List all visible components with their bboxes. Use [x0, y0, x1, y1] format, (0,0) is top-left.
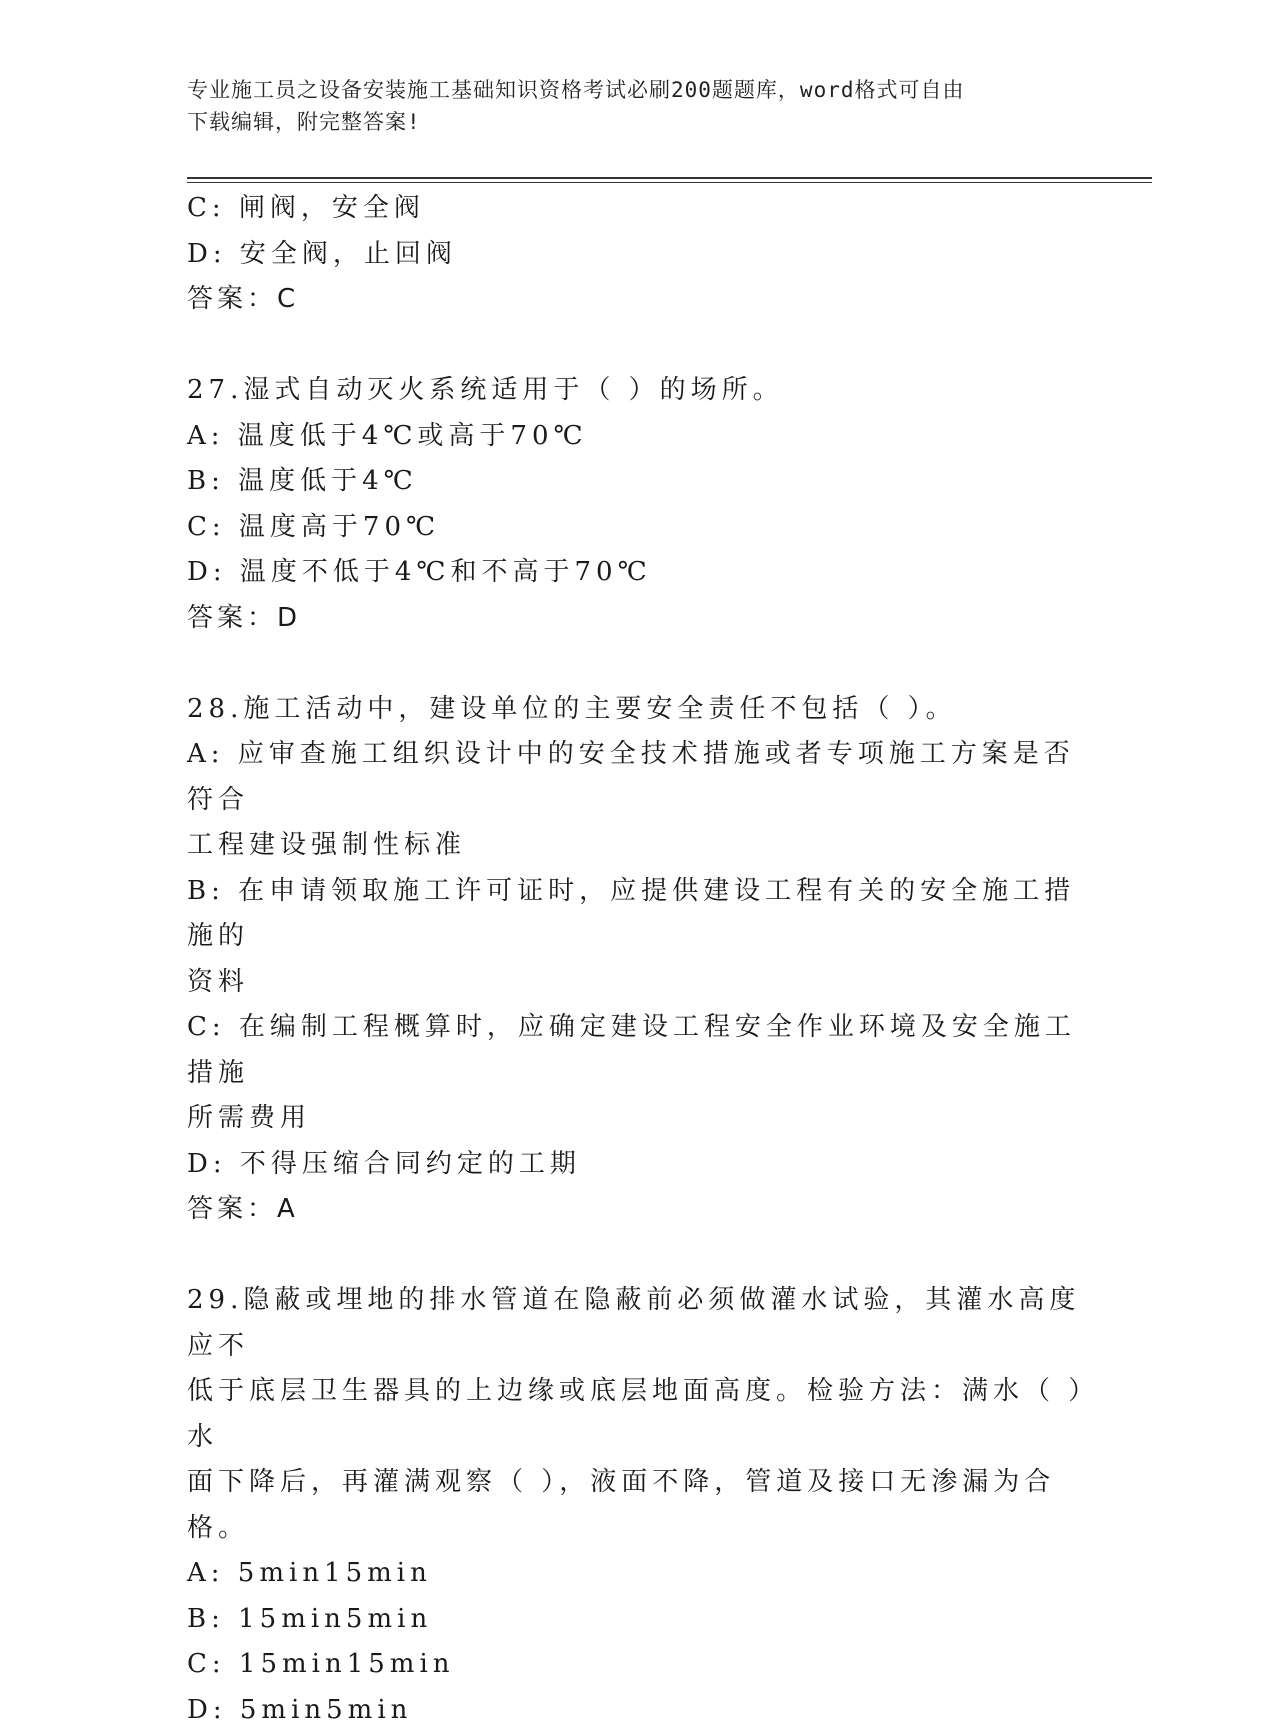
header-rule-thin — [187, 182, 1152, 183]
option-d: D: 5min5min — [187, 1688, 1087, 1733]
option-c: C: 在编制工程概算时，应确定建设工程安全作业环境及安全施工措施 — [187, 1005, 1087, 1096]
question-28 — [187, 687, 1087, 1233]
header-line-2: 下载编辑，附完整答案! — [187, 106, 1067, 138]
spacer — [187, 323, 1087, 369]
question-27 — [187, 368, 1087, 641]
spacer — [187, 1233, 1087, 1279]
question-stem: 29.隐蔽或埋地的排水管道在隐蔽前必须做灌水试验，其灌水高度应不 — [187, 1278, 1087, 1369]
option-c: C: 闸阀，安全阀 — [187, 186, 1087, 232]
question-stem: 27.湿式自动灭火系统适用于（ ）的场所。 — [187, 368, 1087, 414]
option-c: C: 15min15min — [187, 1642, 1087, 1688]
spacer — [187, 641, 1087, 687]
question-stem: 28.施工活动中，建设单位的主要安全责任不包括（ ）。 — [187, 687, 1087, 733]
option-a: A: 应审查施工组织设计中的安全技术措施或者专项施工方案是否符合 — [187, 732, 1087, 823]
option-b: B: 温度低于4℃ — [187, 459, 1087, 505]
question-stem-continued: 低于底层卫生器具的上边缘或底层地面高度。检验方法：满水（ ）水 — [187, 1369, 1087, 1460]
document-header — [187, 74, 1067, 138]
option-c: C: 温度高于70℃ — [187, 505, 1087, 551]
header-line-1: 专业施工员之设备安装施工基础知识资格考试必刷200题题库，word格式可自由 — [187, 74, 1067, 106]
option-b-continued: 资料 — [187, 960, 1087, 1006]
option-a: A: 5min15min — [187, 1551, 1087, 1597]
option-d: D: 不得压缩合同约定的工期 — [187, 1142, 1087, 1188]
question-26-tail — [187, 186, 1087, 323]
option-d: D: 温度不低于4℃和不高于70℃ — [187, 550, 1087, 596]
answer: 答案：D — [187, 596, 1087, 642]
option-a: A: 温度低于4℃或高于70℃ — [187, 414, 1087, 460]
option-b: B: 在申请领取施工许可证时，应提供建设工程有关的安全施工措施的 — [187, 869, 1087, 960]
option-c-continued: 所需费用 — [187, 1096, 1087, 1142]
option-a-continued: 工程建设强制性标准 — [187, 823, 1087, 869]
question-29 — [187, 1278, 1087, 1733]
option-b: B: 15min5min — [187, 1597, 1087, 1643]
question-stem-continued: 面下降后，再灌满观察（ ），液面不降，管道及接口无渗漏为合格。 — [187, 1460, 1087, 1551]
option-d: D: 安全阀，止回阀 — [187, 232, 1087, 278]
header-rule-thick — [187, 177, 1152, 179]
answer: 答案：A — [187, 1187, 1087, 1233]
answer: 答案：C — [187, 277, 1087, 323]
question-content — [187, 186, 1087, 1733]
